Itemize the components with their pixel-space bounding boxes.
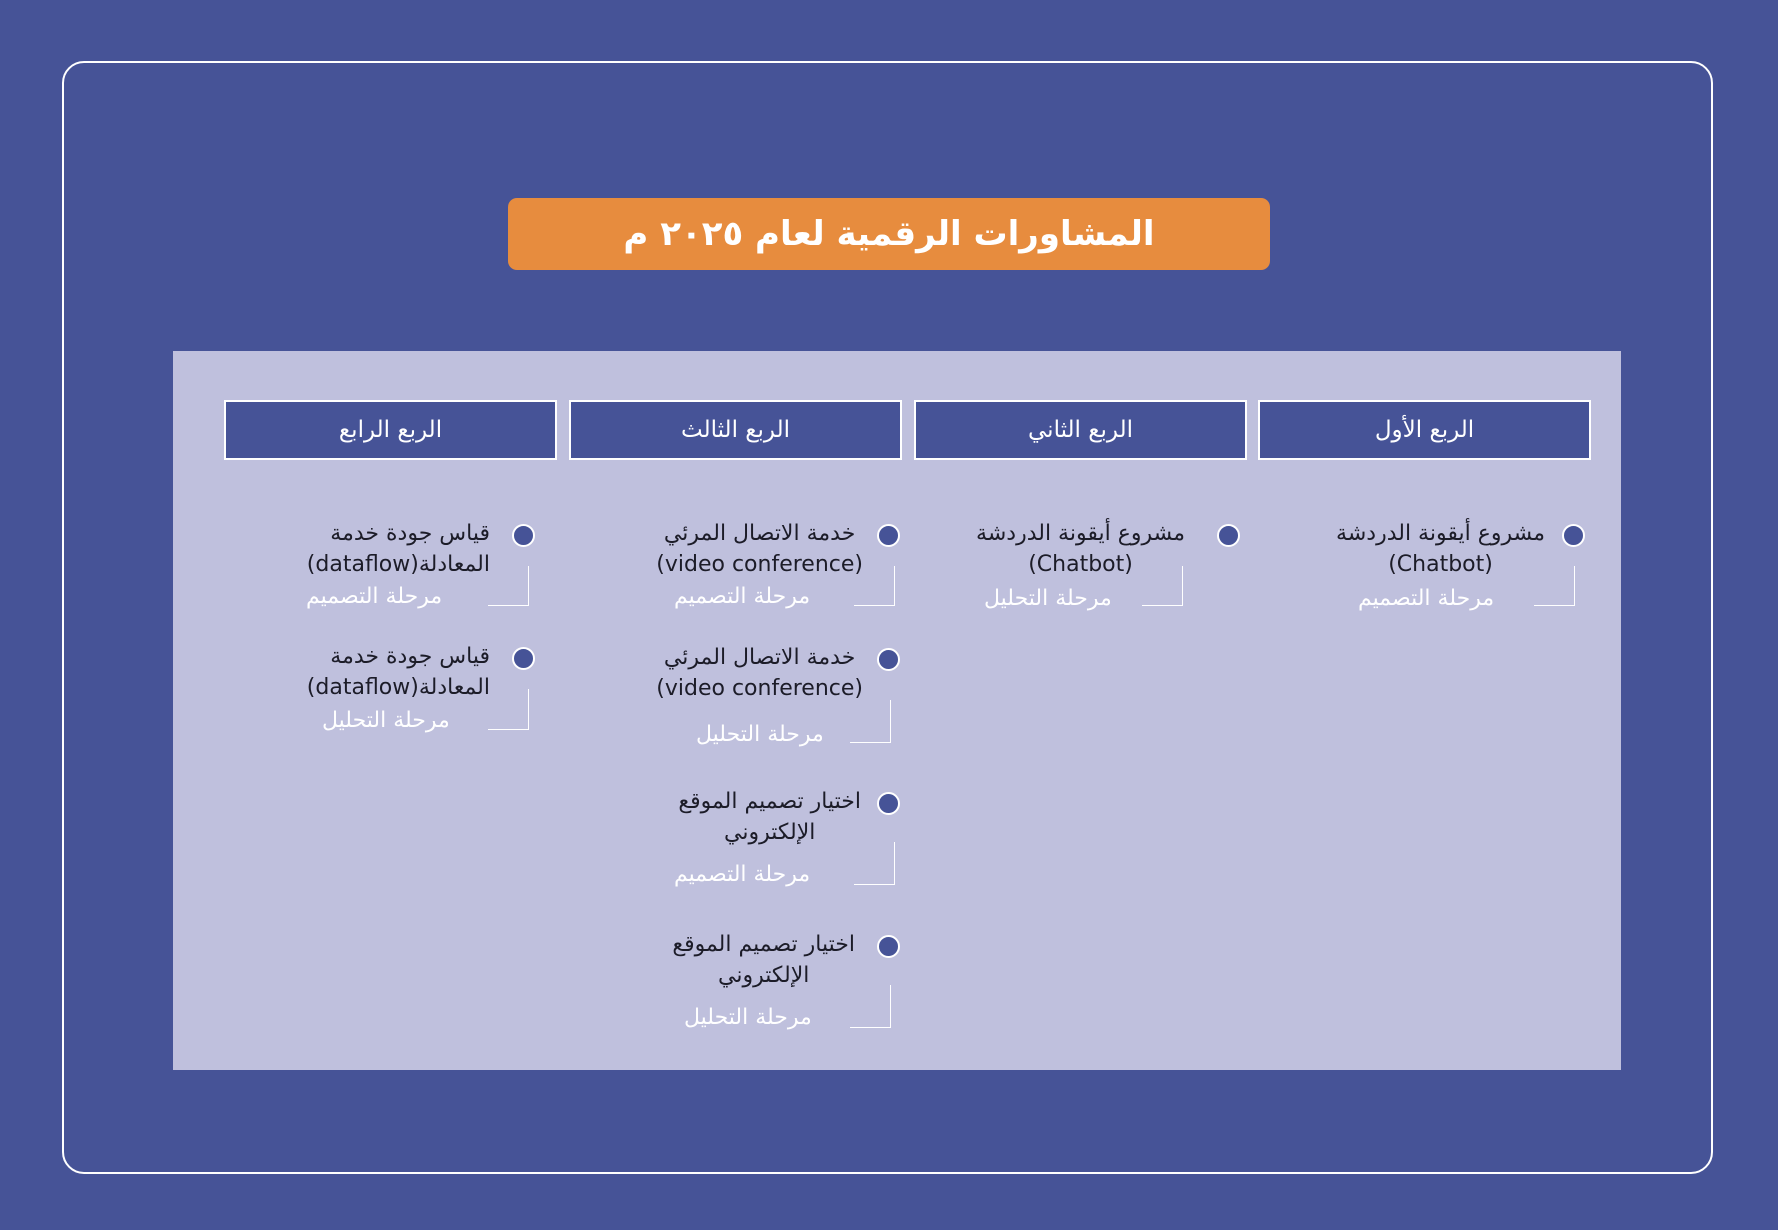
item-name-line1: مشروع أيقونة الدردشة [1336, 521, 1545, 546]
quarter-header-q3: الربع الثالث [569, 400, 902, 460]
connector-line [1534, 566, 1575, 606]
list-item [620, 642, 905, 752]
list-item [620, 518, 905, 618]
quarter-header-q1: الربع الأول [1258, 400, 1591, 460]
connector-line [488, 566, 529, 606]
item-name-line2: (video conference) [656, 676, 863, 701]
item-name [307, 641, 490, 703]
quarter-header-q4: الربع الرابع [224, 400, 557, 460]
phase-label: مرحلة التحليل [684, 1005, 812, 1030]
bullet-dot-icon [1217, 524, 1240, 547]
phase-label: مرحلة التصميم [674, 584, 811, 609]
connector-line [850, 700, 891, 743]
page-title: المشاورات الرقمية لعام ٢٠٢٥ م [508, 198, 1270, 270]
item-name-line1: خدمة الاتصال المرئي [663, 521, 856, 546]
item-name-line1: اختيار تصميم الموقع [678, 789, 861, 814]
item-name-line1: مشروع أيقونة الدردشة [976, 521, 1185, 546]
bullet-dot-icon [512, 524, 535, 547]
bullet-dot-icon [877, 935, 900, 958]
item-name [1336, 518, 1545, 580]
connector-line [850, 985, 891, 1028]
bullet-dot-icon [877, 648, 900, 671]
quarter-header-q2: الربع الثاني [914, 400, 1247, 460]
phase-label: مرحلة التصميم [306, 584, 443, 609]
connector-line [1142, 566, 1183, 606]
item-name-line1: خدمة الاتصال المرئي [663, 645, 856, 670]
item-name [678, 786, 861, 848]
connector-line [488, 689, 529, 730]
item-name-line1: اختيار تصميم الموقع [672, 932, 855, 957]
item-name [307, 518, 490, 580]
list-item [620, 786, 905, 896]
item-name-line2: (Chatbot) [1028, 552, 1133, 577]
item-name-line2: الإلكتروني [723, 820, 816, 845]
phase-label: مرحلة التصميم [1358, 586, 1495, 611]
list-item [930, 518, 1245, 618]
item-name-line2: المعادلة(dataflow) [306, 552, 490, 577]
connector-line [854, 842, 895, 885]
item-name-line2: الإلكتروني [717, 963, 810, 988]
item-name-line1: قياس جودة خدمة [330, 644, 490, 669]
phase-label: مرحلة التحليل [696, 722, 824, 747]
item-name-line2: (Chatbot) [1388, 552, 1493, 577]
list-item [270, 641, 540, 741]
item-name-line2: (video conference) [656, 552, 863, 577]
item-name [656, 518, 863, 580]
list-item [270, 518, 540, 618]
bullet-dot-icon [877, 792, 900, 815]
list-item [1290, 518, 1590, 618]
bullet-dot-icon [877, 524, 900, 547]
item-name [672, 929, 855, 991]
phase-label: مرحلة التحليل [984, 586, 1112, 611]
bullet-dot-icon [1562, 524, 1585, 547]
item-name-line1: قياس جودة خدمة [330, 521, 490, 546]
item-name-line2: المعادلة(dataflow) [306, 675, 490, 700]
phase-label: مرحلة التصميم [674, 862, 811, 887]
connector-line [854, 566, 895, 606]
phase-label: مرحلة التحليل [322, 708, 450, 733]
item-name [656, 642, 863, 704]
list-item [620, 929, 905, 1039]
bullet-dot-icon [512, 647, 535, 670]
